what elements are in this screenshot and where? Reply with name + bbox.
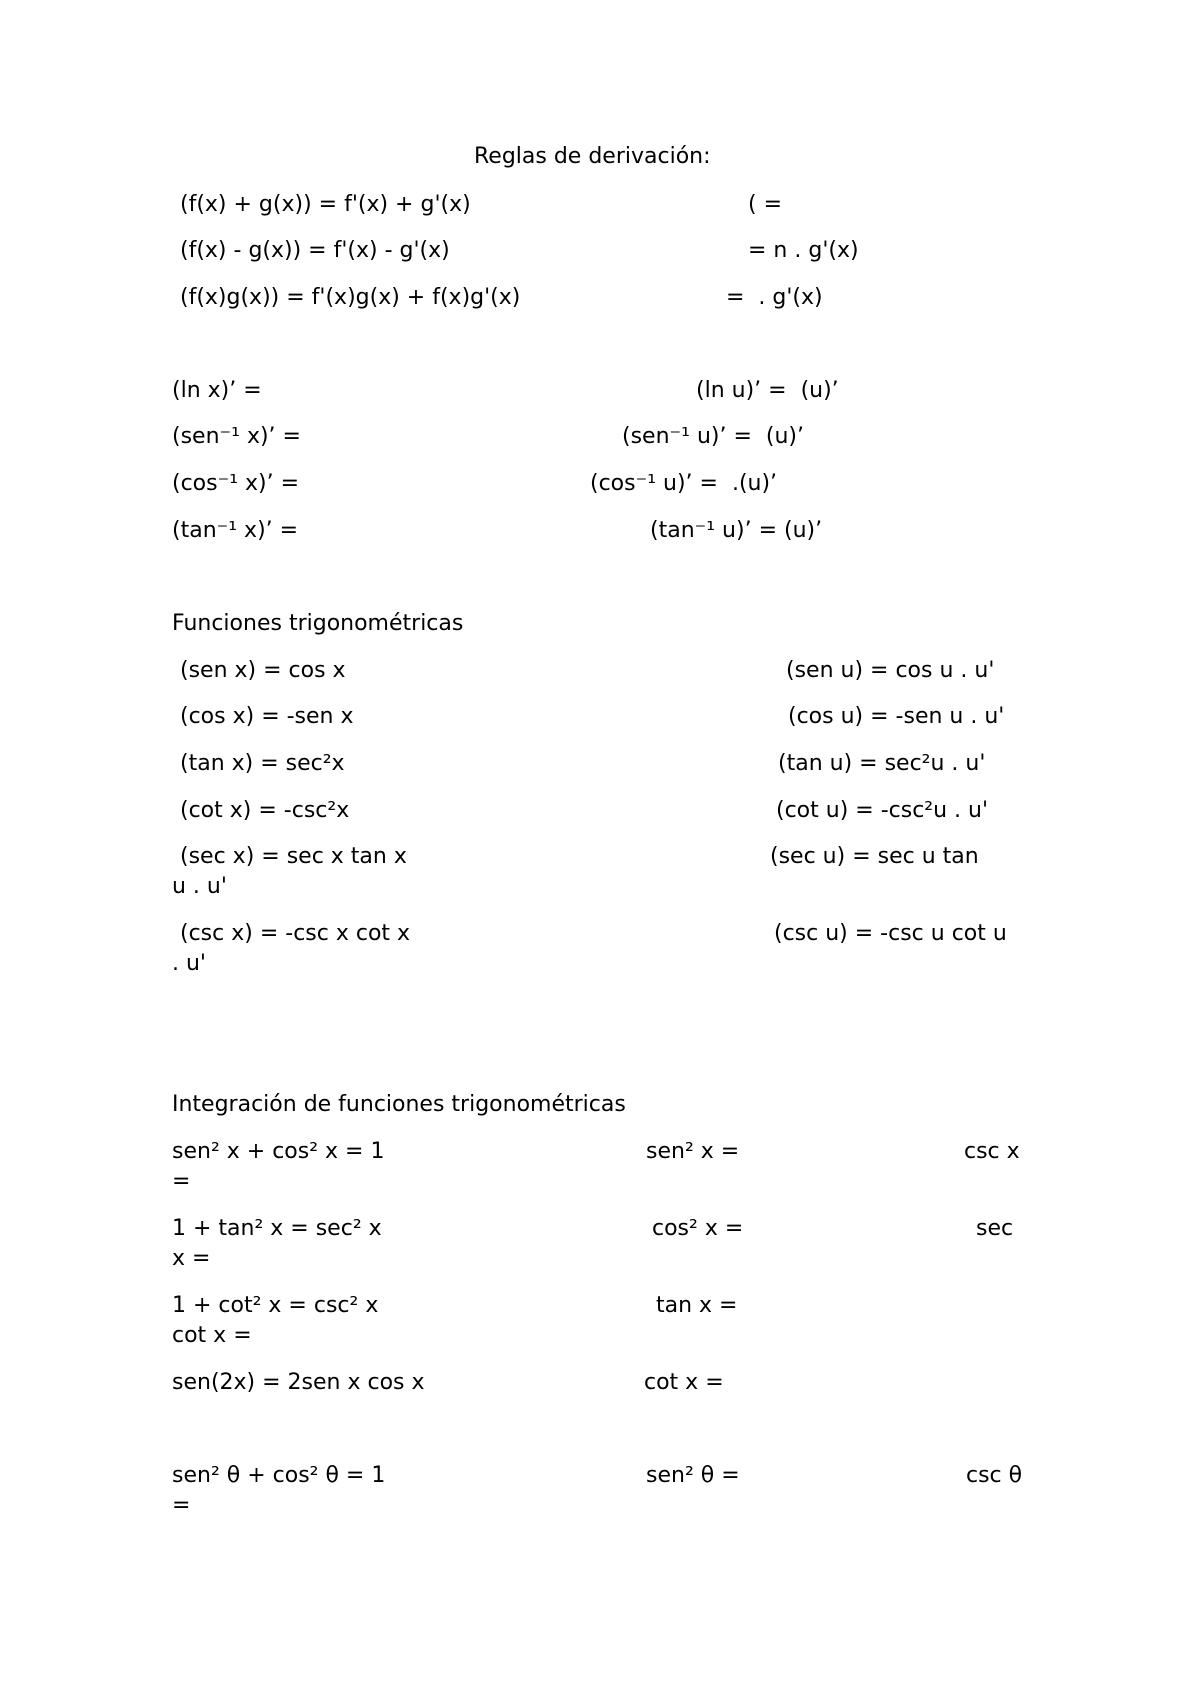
trig-tan-left: (tan x) = sec²x <box>180 751 345 776</box>
identity-cot-b: tan x = <box>656 1293 738 1318</box>
trig-cos-right: (cos u) = -sen u . u' <box>788 704 1005 729</box>
identity-tan-c: sec <box>976 1216 1014 1241</box>
identity-tan-a: 1 + tan² x = sec² x <box>172 1216 382 1241</box>
rule-diff-right: = n . g'(x) <box>748 238 859 263</box>
identity-pythag-wrap: = <box>172 1169 191 1194</box>
rule-diff-left: (f(x) - g(x)) = f'(x) - g'(x) <box>180 238 450 263</box>
inverse-ln-right: (ln u)’ = (u)’ <box>696 378 839 403</box>
identity-pythag-a: sen² x + cos² x = 1 <box>172 1139 385 1164</box>
identity-double-b: cot x = <box>644 1370 724 1395</box>
trig-section-title: Funciones trigonométricas <box>172 611 464 636</box>
identity-tan-b: cos² x = <box>652 1216 744 1241</box>
trig-sec-wrap: u . u' <box>172 874 227 899</box>
identity-cot-a: 1 + cot² x = csc² x <box>172 1293 379 1318</box>
rule-sum-right: ( = <box>748 192 783 217</box>
trig-sen-right: (sen u) = cos u . u' <box>786 658 995 683</box>
identity-theta-c: csc θ <box>966 1463 1023 1488</box>
rule-product-right: = . g'(x) <box>726 285 823 310</box>
identity-pythag-c: csc x <box>964 1139 1020 1164</box>
trig-csc-left: (csc x) = -csc x cot x <box>180 921 411 946</box>
identity-theta-a: sen² θ + cos² θ = 1 <box>172 1463 386 1488</box>
inverse-tan-left: (tan⁻¹ x)’ = <box>172 518 299 543</box>
trig-csc-right: (csc u) = -csc u cot u <box>774 921 1007 946</box>
doc-title: Reglas de derivación: <box>474 144 711 169</box>
inverse-cos-right: (cos⁻¹ u)’ = .(u)’ <box>590 471 778 496</box>
inverse-sen-left: (sen⁻¹ x)’ = <box>172 424 301 449</box>
identity-cot-wrap: cot x = <box>172 1323 252 1348</box>
inverse-tan-right: (tan⁻¹ u)’ = (u)’ <box>650 518 823 543</box>
identity-double-a: sen(2x) = 2sen x cos x <box>172 1370 425 1395</box>
inverse-ln-left: (ln x)’ = <box>172 378 262 403</box>
trig-tan-right: (tan u) = sec²u . u' <box>778 751 986 776</box>
rule-sum-left: (f(x) + g(x)) = f'(x) + g'(x) <box>180 192 471 217</box>
trig-cos-left: (cos x) = -sen x <box>180 704 354 729</box>
trig-cot-right: (cot u) = -csc²u . u' <box>776 798 989 823</box>
identity-theta-wrap: = <box>172 1493 191 1518</box>
trig-sen-left: (sen x) = cos x <box>180 658 346 683</box>
trig-csc-wrap: . u' <box>172 951 206 976</box>
identity-pythag-b: sen² x = <box>646 1139 740 1164</box>
trig-cot-left: (cot x) = -csc²x <box>180 798 350 823</box>
inverse-cos-left: (cos⁻¹ x)’ = <box>172 471 300 496</box>
trig-sec-left: (sec x) = sec x tan x <box>180 844 407 869</box>
identity-theta-b: sen² θ = <box>646 1463 740 1488</box>
rule-product-left: (f(x)g(x)) = f'(x)g(x) + f(x)g'(x) <box>180 285 521 310</box>
integ-section-title: Integración de funciones trigonométricas <box>172 1092 626 1117</box>
trig-sec-right: (sec u) = sec u tan <box>770 844 979 869</box>
identity-tan-wrap: x = <box>172 1246 211 1271</box>
inverse-sen-right: (sen⁻¹ u)’ = (u)’ <box>622 424 804 449</box>
